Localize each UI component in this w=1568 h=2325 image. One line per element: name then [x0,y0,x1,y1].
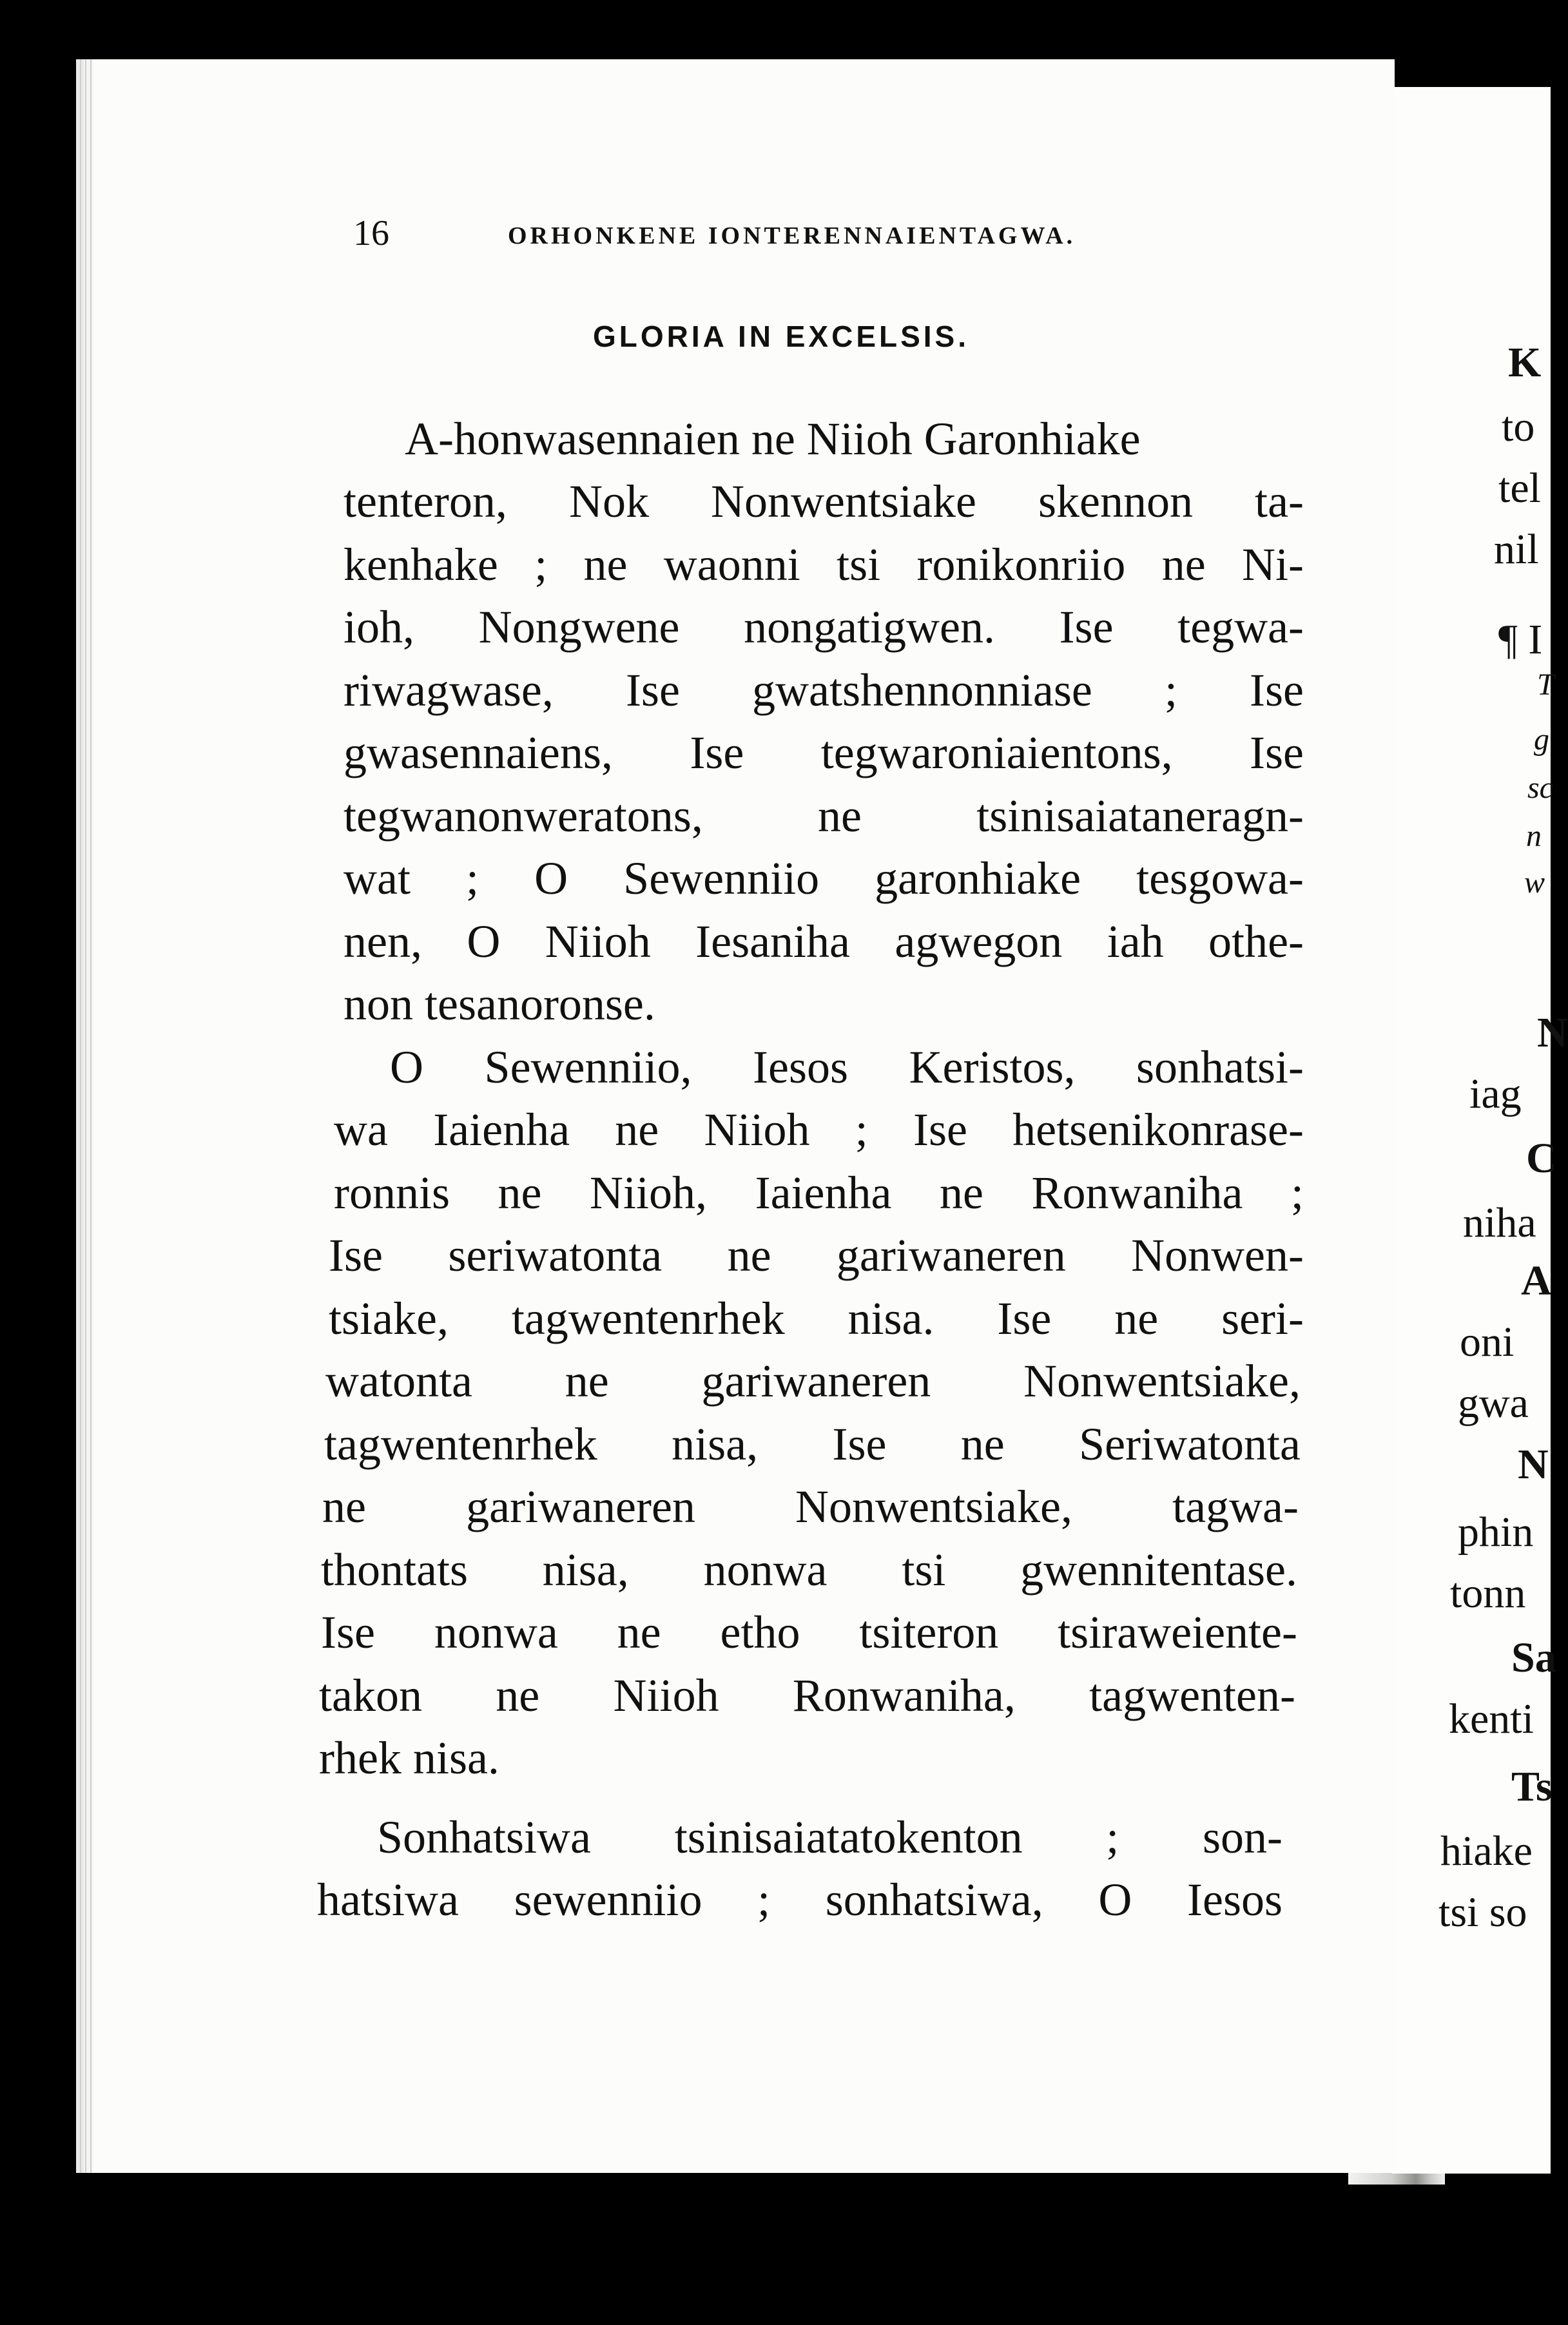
text-line: ronnis ne Niioh, Iaienha ne Ronwaniha ; [334,1167,1304,1219]
text-line: takon ne Niioh Ronwaniha, tagwenten- [319,1670,1295,1721]
page-edge-lines [76,59,95,2173]
facing-text-fragment: Sa [1511,1634,1556,1681]
facing-text-fragment: kenti [1449,1695,1534,1742]
text-line: tenteron, Nok Nonwentsiake skennon ta- [344,476,1304,527]
text-line: thontats nisa, nonwa tsi gwennitentase. [321,1544,1297,1596]
facing-text-fragment: N [1518,1441,1549,1488]
running-title: ORHONKENE IONTERENNAIENTAGWA. [508,222,1076,249]
text-line: tegwanonweratons, ne tsinisaiataneragn- [344,790,1304,842]
facing-text-fragment: tonn [1450,1570,1526,1617]
facing-text-fragment: sc [1527,771,1553,805]
facing-text-fragment: to [1502,403,1535,450]
text-line: gwasennaiens, Ise tegwaroniaientons, Ise [344,727,1304,778]
facing-text-fragment: A [1521,1257,1552,1304]
facing-text-fragment: phin [1458,1509,1534,1556]
facing-text-fragment: C [1526,1135,1557,1182]
text-line: Ise seriwatonta ne gariwaneren Nonwen- [329,1230,1304,1281]
facing-text-fragment: n [1526,819,1542,853]
facing-text-fragment: tsi so [1438,1889,1527,1936]
text-line: kenhake ; ne waonni tsi ronikonriio ne Ni- [344,539,1304,590]
facing-text-fragment: g [1534,722,1549,757]
section-title: GLORIA IN EXCELSIS. [593,320,970,353]
facing-text-fragment: N [1537,1009,1568,1056]
text-line: hatsiwa sewenniio ; sonhatsiwa, O Iesos [317,1874,1282,1925]
text-line: non tesanoronse. [344,978,655,1030]
text-line: rhek nisa. [319,1732,499,1784]
facing-text-fragment: oni [1460,1318,1515,1365]
text-line: nen, O Niioh Iesaniha agwegon iah othe- [344,916,1304,967]
facing-text-fragment: iag [1469,1070,1522,1117]
facing-text-fragment: tel [1498,465,1541,512]
facing-text-fragment: T [1537,668,1554,702]
text-line: watonta ne gariwaneren Nonwentsiake, [325,1355,1301,1407]
page-number: 16 [353,213,389,253]
facing-text-fragment: ¶ I [1498,616,1543,663]
text-line: A-honwasennaien ne Niioh Garonhiake [405,413,1141,465]
facing-text-fragment: Ts [1511,1763,1553,1810]
text-line: tsiake, tagwentenrhek nisa. Ise ne seri- [329,1293,1304,1344]
facing-text-fragment: w [1524,865,1545,900]
facing-text-fragment: niha [1463,1199,1536,1246]
facing-text-fragment: K [1508,339,1542,386]
text-line: tagwentenrhek nisa, Ise ne Seriwatonta [324,1418,1301,1470]
facing-text-fragment: gwa [1458,1380,1529,1427]
text-line: Ise nonwa ne etho tsiteron tsiraweiente- [321,1606,1297,1658]
facing-text-fragment: hiake [1440,1828,1533,1875]
text-line: wa Iaienha ne Niioh ; Ise hetsenikonrase- [334,1104,1304,1155]
text-line: Sonhatsiwa tsinisaiatatokenton ; son- [377,1811,1282,1863]
text-line: ioh, Nongwene nongatigwen. Ise tegwa- [344,601,1304,653]
text-line: wat ; O Sewenniio garonhiake tesgowa- [344,853,1304,904]
facing-text-fragment: nil [1494,526,1539,573]
text-line: riwagwase, Ise gwatshennonniase ; Ise [344,664,1304,716]
text-line: ne gariwaneren Nonwentsiake, tagwa- [322,1481,1299,1532]
text-line: O Sewenniio, Iesos Keristos, sonhatsi- [390,1041,1304,1093]
running-header [353,213,1294,264]
